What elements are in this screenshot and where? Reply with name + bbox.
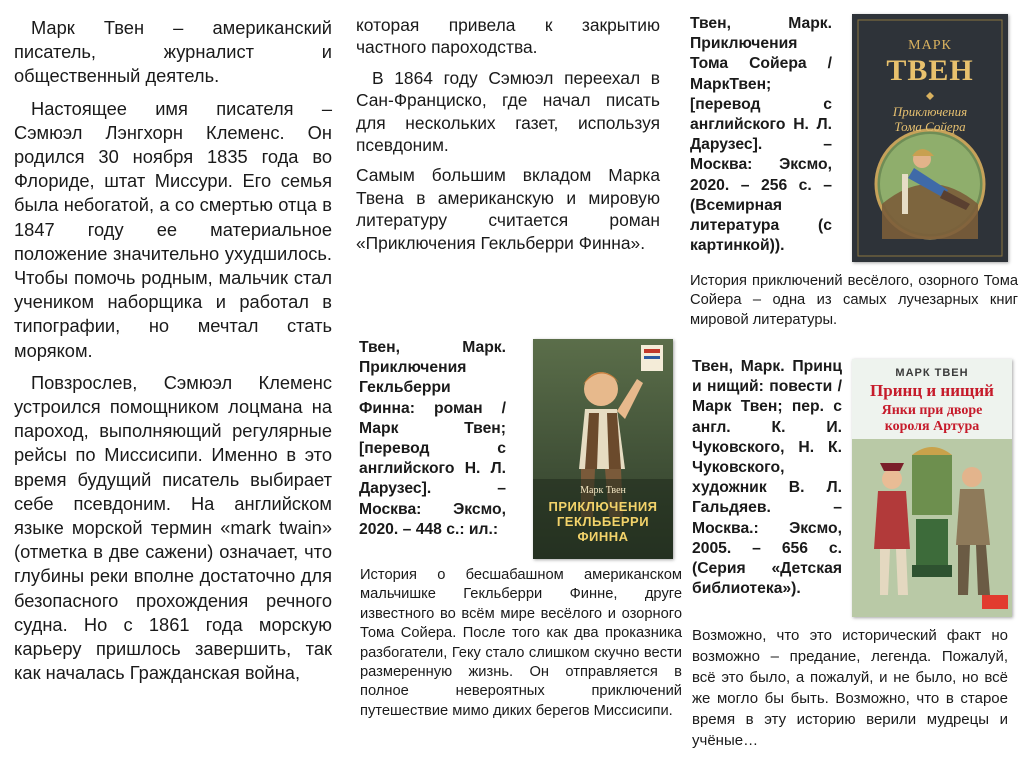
tom-cover-title-line1: Приключения: [892, 104, 968, 119]
continuation-paragraph-san-francisco: В 1864 году Сэмюэл переехал в Сан-Франциско, где начал писать для нескольких газет, используя псевдоним.: [356, 67, 660, 156]
tom-cover-name: ТВЕН: [886, 54, 974, 87]
prince-cover-subtitle: [852, 403, 1012, 435]
huck-cover-title-line3: ФИННА: [577, 529, 629, 544]
tom-cover-title: [852, 104, 1008, 134]
continuation-paragraph-huck-novel: Самым большим вкладом Марка Твена в американскую и мировую литературу считается роман «Приключения Гекльберри Финна».: [356, 165, 660, 253]
biography-continuation: [356, 14, 660, 262]
bio-paragraph-intro: Марк Твен – американский писатель, журналист и общественный деятель.: [14, 17, 332, 87]
huck-cover-title: [533, 499, 673, 544]
bio-paragraph-early-life: Настоящее имя писателя – Сэмюэл Лэнгхорн Клеменс. Он родился 30 ноября 1835 года во Флориде, штат Миссури. Его семья была небогатой, а со смертью отца в 1847 году ее материальное положение значительно ухудшилось. Чтобы помочь родным, мальчик стал учеником наборщика и работал в типографии, но мечтал стать моряком.: [14, 97, 332, 361]
huck-bibliography: Твен, Марк. Приключения Гекльберри Финна: роман / Марк Твен; [перевод с английского Н. Л. Дарузес]. – Москва: Эксмо, 2020. – 448 с.: ил.:: [359, 339, 506, 538]
biography-column: [14, 16, 332, 693]
tom-cover-author: МАРК: [908, 38, 952, 53]
continuation-paragraph-steamship: которая привела к закрытию частного пароходства.: [356, 15, 660, 58]
prince-description: Возможно, что это исторический факт но возможно – предание, легенда. Пожалуй, всё это было, а пожалуй, и не было, но всё же могло бы быть. Возможно, что в старое время в эту историю верили мудрецы и учёные…: [692, 627, 1008, 749]
huck-description: История о бесшабашном американском мальчишке Гекльберри Финне, друге известного во всём мире весёлого и озорного Тома Сойера. После того как два проказника разбогатели, Геку стало слишком скучно вести размеренную жизнь. Он отправляется в полное невероятных приключений путешествие мимо диких берегов Миссисипи.: [360, 567, 682, 719]
huck-cover-title-line2: ГЕКЛЬБЕРРИ: [556, 514, 650, 529]
tom-description: История приключений весёлого, озорного Тома Сойера – одна из самых лучезарных книг мировой литературы.: [690, 273, 1018, 328]
prince-bibliography: Твен, Марк. Принц и нищий: повести / Марк Твен; пер. с англ. К. И. Чуковского, Н. К. Чуковского, художник В. Л. Гальдяев. – Москва.: Эксмо, 2005. – 656 с. (Серия «Детская библиотека»).: [692, 358, 842, 598]
prince-cover-title: Принц и нищий: [870, 381, 994, 400]
huck-book-cover: [533, 339, 673, 559]
prince-cover-author: МАРК ТВЕН: [895, 367, 969, 379]
tom-cover-title-line2: Тома Сойера: [894, 119, 966, 134]
tom-bibliography: Твен, Марк. Приключения Тома Сойера / МаркТвен; [перевод с английского Н. Л. Дарузес]. – Москва: Эксмо, 2020. – 256 с. – (Всемирная литература (с картинкой)).: [690, 15, 832, 255]
prince-cover-subtitle-line2: короля Артура: [884, 419, 980, 434]
prince-cover-subtitle-line1: Янки при дворе: [881, 403, 983, 418]
prince-book-cover: [852, 359, 1012, 617]
huck-cover-author: Марк Твен: [580, 485, 626, 496]
bio-paragraph-pilot: Повзрослев, Сэмюэл Клеменс устроился помощником лоцмана на пароход, выполняющий регулярные рейсы по Миссисипи. Именно в это время будущий писатель выбирает себе псевдоним. На английском языке морской термин «mark twain» (отметка в две сажени) означает, что глубины реки вполне достаточно для безопасного прохождения речного судна. Но с 1861 года морскую карьеру пришлось завершить, так как началась Гражданская война,: [14, 371, 332, 684]
tom-book-cover: [852, 14, 1008, 262]
huck-cover-title-line1: ПРИКЛЮЧЕНИЯ: [548, 499, 658, 514]
